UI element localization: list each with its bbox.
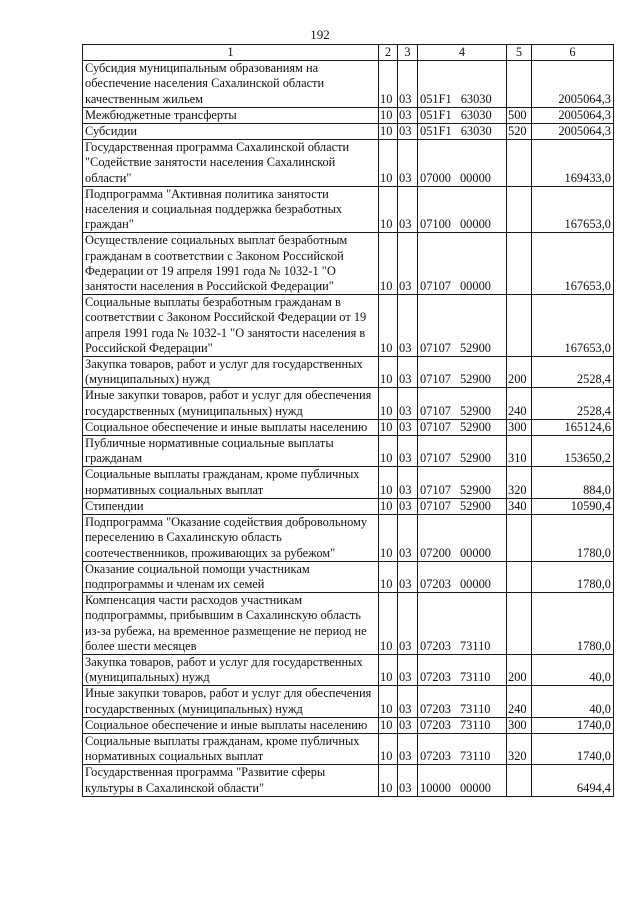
- row-section-cell: 10: [379, 498, 398, 514]
- direction-code: 00000: [459, 576, 491, 591]
- row-subsection-cell: 03: [398, 765, 418, 796]
- program-code: 051F1: [420, 107, 452, 122]
- row-amount-cell: 40,0: [532, 654, 614, 685]
- row-section-cell: 10: [379, 593, 398, 655]
- row-expense-type-cell: 200: [507, 654, 532, 685]
- row-name-cell: Социальные выплаты безработным гражданам в соответствии с Законом Российской Федерации от 19 апреля 1991 года № 1032-1 "О занятости населения в Российской Федерации": [83, 295, 379, 357]
- row-subsection-cell: 03: [398, 140, 418, 187]
- table-row: [83, 295, 614, 357]
- program-code: 07107: [420, 403, 451, 418]
- row-program-code-cell: [418, 765, 507, 796]
- direction-code: 52900: [459, 451, 491, 466]
- row-subsection-cell: 03: [398, 186, 418, 233]
- table-row: [83, 717, 614, 733]
- row-program-code-cell: [418, 107, 507, 123]
- row-amount-cell: 167653,0: [532, 233, 614, 295]
- row-program-code-cell: [418, 717, 507, 733]
- row-amount-cell: 10590,4: [532, 498, 614, 514]
- table-row: [83, 498, 614, 514]
- table-row: [83, 186, 614, 233]
- row-name-cell: Государственная программа "Развитие сферы культуры в Сахалинской области": [83, 765, 379, 796]
- row-program-code-cell: [418, 498, 507, 514]
- row-subsection-cell: 03: [398, 654, 418, 685]
- row-expense-type-cell: [507, 295, 532, 357]
- row-section-cell: 10: [379, 515, 398, 562]
- row-program-code-cell: [418, 357, 507, 388]
- direction-code: 52900: [459, 372, 491, 387]
- row-subsection-cell: 03: [398, 593, 418, 655]
- row-expense-type-cell: [507, 515, 532, 562]
- program-code: 07203: [420, 670, 451, 685]
- budget-table: [82, 44, 614, 797]
- table-row: [83, 140, 614, 187]
- row-name-cell: Оказание социальной помощи участникам подпрограммы и членам их семей: [83, 561, 379, 592]
- row-subsection-cell: 03: [398, 233, 418, 295]
- row-name-cell: Социальные выплаты гражданам, кроме публичных нормативных социальных выплат: [83, 467, 379, 498]
- table-row: [83, 233, 614, 295]
- direction-code: 00000: [459, 217, 491, 232]
- program-code: 07107: [420, 498, 451, 513]
- row-amount-cell: 884,0: [532, 467, 614, 498]
- row-subsection-cell: 03: [398, 107, 418, 123]
- table-row: [83, 467, 614, 498]
- row-name-cell: Закупка товаров, работ и услуг для государственных (муниципальных) нужд: [83, 357, 379, 388]
- row-section-cell: 10: [379, 357, 398, 388]
- row-section-cell: 10: [379, 140, 398, 187]
- row-name-cell: Социальное обеспечение и иные выплаты населению: [83, 419, 379, 435]
- row-expense-type-cell: 200: [507, 357, 532, 388]
- row-expense-type-cell: 340: [507, 498, 532, 514]
- table-row: [83, 61, 614, 108]
- row-amount-cell: 6494,4: [532, 765, 614, 796]
- row-expense-type-cell: [507, 186, 532, 233]
- row-subsection-cell: 03: [398, 357, 418, 388]
- row-name-cell: Закупка товаров, работ и услуг для государственных (муниципальных) нужд: [83, 654, 379, 685]
- row-amount-cell: 167653,0: [532, 186, 614, 233]
- row-program-code-cell: [418, 388, 507, 419]
- row-expense-type-cell: [507, 233, 532, 295]
- row-subsection-cell: 03: [398, 498, 418, 514]
- program-code: 07203: [420, 701, 451, 716]
- direction-code: 63030: [460, 124, 492, 139]
- row-amount-cell: 167653,0: [532, 295, 614, 357]
- row-name-cell: Межбюджетные трансферты: [83, 107, 379, 123]
- row-subsection-cell: 03: [398, 436, 418, 467]
- row-subsection-cell: 03: [398, 717, 418, 733]
- direction-code: 63030: [460, 107, 492, 122]
- row-amount-cell: 40,0: [532, 686, 614, 717]
- table-row: [83, 124, 614, 140]
- program-code: 051F1: [420, 124, 452, 139]
- direction-code: 52900: [459, 482, 491, 497]
- row-expense-type-cell: [507, 140, 532, 187]
- row-expense-type-cell: 240: [507, 388, 532, 419]
- direction-code: 00000: [459, 780, 491, 795]
- row-amount-cell: 2005064,3: [532, 107, 614, 123]
- row-expense-type-cell: 320: [507, 733, 532, 764]
- program-code: 07100: [420, 217, 451, 232]
- row-program-code-cell: [418, 233, 507, 295]
- row-program-code-cell: [418, 467, 507, 498]
- row-amount-cell: 1740,0: [532, 717, 614, 733]
- direction-code: 73110: [459, 749, 491, 764]
- row-name-cell: Подпрограмма "Оказание содействия добровольному переселению в Сахалинскую область соотечественников, проживающих за рубежом": [83, 515, 379, 562]
- header-cell-5: 5: [507, 45, 532, 61]
- program-code: 07107: [420, 419, 451, 434]
- table-row: [83, 515, 614, 562]
- direction-code: 73110: [459, 717, 491, 732]
- program-code: 07203: [420, 576, 451, 591]
- direction-code: 52900: [459, 419, 491, 434]
- program-code: 07107: [420, 279, 451, 294]
- row-amount-cell: 2528,4: [532, 388, 614, 419]
- header-cell-6: 6: [532, 45, 614, 61]
- row-amount-cell: 1740,0: [532, 733, 614, 764]
- row-expense-type-cell: 310: [507, 436, 532, 467]
- row-expense-type-cell: 300: [507, 419, 532, 435]
- program-code: 051F1: [420, 91, 452, 106]
- table-row: [83, 107, 614, 123]
- program-code: 07107: [420, 340, 451, 355]
- row-section-cell: 10: [379, 561, 398, 592]
- row-amount-cell: 165124,6: [532, 419, 614, 435]
- row-subsection-cell: 03: [398, 561, 418, 592]
- row-expense-type-cell: 320: [507, 467, 532, 498]
- row-amount-cell: 1780,0: [532, 561, 614, 592]
- row-program-code-cell: [418, 733, 507, 764]
- row-name-cell: Осуществление социальных выплат безработным гражданам в соответствии с Законом Российской Федерации от 19 апреля 1991 года № 1032-1 "О занятости населения в Российской Федерации": [83, 233, 379, 295]
- direction-code: 00000: [459, 279, 491, 294]
- program-code: 07107: [420, 451, 451, 466]
- row-section-cell: 10: [379, 295, 398, 357]
- table-row: [83, 654, 614, 685]
- row-program-code-cell: [418, 186, 507, 233]
- row-expense-type-cell: [507, 561, 532, 592]
- table-row: [83, 436, 614, 467]
- table-row: [83, 357, 614, 388]
- row-section-cell: 10: [379, 233, 398, 295]
- row-name-cell: Субсидия муниципальным образованиям на обеспечение населения Сахалинской области качественным жильем: [83, 61, 379, 108]
- row-program-code-cell: [418, 686, 507, 717]
- row-subsection-cell: 03: [398, 686, 418, 717]
- program-code: 07203: [420, 749, 451, 764]
- row-program-code-cell: [418, 124, 507, 140]
- program-code: 10000: [420, 780, 451, 795]
- direction-code: 52900: [459, 403, 491, 418]
- direction-code: 00000: [459, 545, 491, 560]
- row-section-cell: 10: [379, 654, 398, 685]
- row-name-cell: Публичные нормативные социальные выплаты гражданам: [83, 436, 379, 467]
- row-subsection-cell: 03: [398, 419, 418, 435]
- row-section-cell: 10: [379, 388, 398, 419]
- budget-table-body: [83, 45, 614, 797]
- direction-code: 52900: [459, 340, 491, 355]
- program-code: 07000: [420, 170, 451, 185]
- table-header-row: [83, 45, 614, 61]
- row-program-code-cell: [418, 593, 507, 655]
- header-cell-4: 4: [418, 45, 507, 61]
- row-expense-type-cell: [507, 765, 532, 796]
- row-expense-type-cell: 300: [507, 717, 532, 733]
- table-row: [83, 388, 614, 419]
- row-subsection-cell: 03: [398, 733, 418, 764]
- table-row: [83, 419, 614, 435]
- program-code: 07107: [420, 372, 451, 387]
- row-expense-type-cell: [507, 593, 532, 655]
- row-section-cell: 10: [379, 124, 398, 140]
- row-subsection-cell: 03: [398, 515, 418, 562]
- row-subsection-cell: 03: [398, 124, 418, 140]
- row-expense-type-cell: 240: [507, 686, 532, 717]
- direction-code: 00000: [459, 170, 491, 185]
- row-name-cell: Стипендии: [83, 498, 379, 514]
- header-cell-2: 2: [379, 45, 398, 61]
- header-cell-3: 3: [398, 45, 418, 61]
- row-amount-cell: 153650,2: [532, 436, 614, 467]
- table-row: [83, 686, 614, 717]
- row-section-cell: 10: [379, 186, 398, 233]
- row-program-code-cell: [418, 61, 507, 108]
- row-section-cell: 10: [379, 717, 398, 733]
- row-program-code-cell: [418, 515, 507, 562]
- row-program-code-cell: [418, 295, 507, 357]
- row-amount-cell: 2005064,3: [532, 124, 614, 140]
- row-expense-type-cell: 500: [507, 107, 532, 123]
- row-amount-cell: 1780,0: [532, 593, 614, 655]
- row-name-cell: Государственная программа Сахалинской области "Содействие занятости населения Сахалинской области": [83, 140, 379, 187]
- row-expense-type-cell: 520: [507, 124, 532, 140]
- program-code: 07203: [420, 638, 451, 653]
- row-subsection-cell: 03: [398, 467, 418, 498]
- header-cell-1: 1: [83, 45, 379, 61]
- program-code: 07200: [420, 545, 451, 560]
- row-section-cell: 10: [379, 61, 398, 108]
- row-amount-cell: 1780,0: [532, 515, 614, 562]
- row-name-cell: Иные закупки товаров, работ и услуг для обеспечения государственных (муниципальных) нужд: [83, 388, 379, 419]
- direction-code: 52900: [459, 498, 491, 513]
- row-section-cell: 10: [379, 107, 398, 123]
- row-subsection-cell: 03: [398, 295, 418, 357]
- row-program-code-cell: [418, 140, 507, 187]
- direction-code: 63030: [460, 91, 492, 106]
- row-program-code-cell: [418, 654, 507, 685]
- row-name-cell: Социальные выплаты гражданам, кроме публичных нормативных социальных выплат: [83, 733, 379, 764]
- page-number: 192: [310, 27, 330, 42]
- table-row: [83, 733, 614, 764]
- row-section-cell: 10: [379, 733, 398, 764]
- row-subsection-cell: 03: [398, 61, 418, 108]
- direction-code: 73110: [459, 638, 491, 653]
- row-name-cell: Компенсация части расходов участникам подпрограммы, прибывшим в Сахалинскую область из-за рубежа, на временное размещение не период не более шести месяцев: [83, 593, 379, 655]
- direction-code: 73110: [459, 670, 491, 685]
- row-section-cell: 10: [379, 436, 398, 467]
- row-section-cell: 10: [379, 765, 398, 796]
- row-name-cell: Подпрограмма "Активная политика занятости населения и социальная поддержка безработных граждан": [83, 186, 379, 233]
- table-row: [83, 593, 614, 655]
- row-name-cell: Социальное обеспечение и иные выплаты населению: [83, 717, 379, 733]
- row-subsection-cell: 03: [398, 388, 418, 419]
- row-section-cell: 10: [379, 686, 398, 717]
- program-code: 07107: [420, 482, 451, 497]
- row-program-code-cell: [418, 419, 507, 435]
- row-expense-type-cell: [507, 61, 532, 108]
- row-amount-cell: 2528,4: [532, 357, 614, 388]
- row-name-cell: Иные закупки товаров, работ и услуг для обеспечения государственных (муниципальных) нужд: [83, 686, 379, 717]
- direction-code: 73110: [459, 701, 491, 716]
- row-name-cell: Субсидии: [83, 124, 379, 140]
- row-program-code-cell: [418, 561, 507, 592]
- row-section-cell: 10: [379, 419, 398, 435]
- row-amount-cell: 169433,0: [532, 140, 614, 187]
- program-code: 07203: [420, 717, 451, 732]
- row-amount-cell: 2005064,3: [532, 61, 614, 108]
- row-program-code-cell: [418, 436, 507, 467]
- row-section-cell: 10: [379, 467, 398, 498]
- table-row: [83, 765, 614, 796]
- table-row: [83, 561, 614, 592]
